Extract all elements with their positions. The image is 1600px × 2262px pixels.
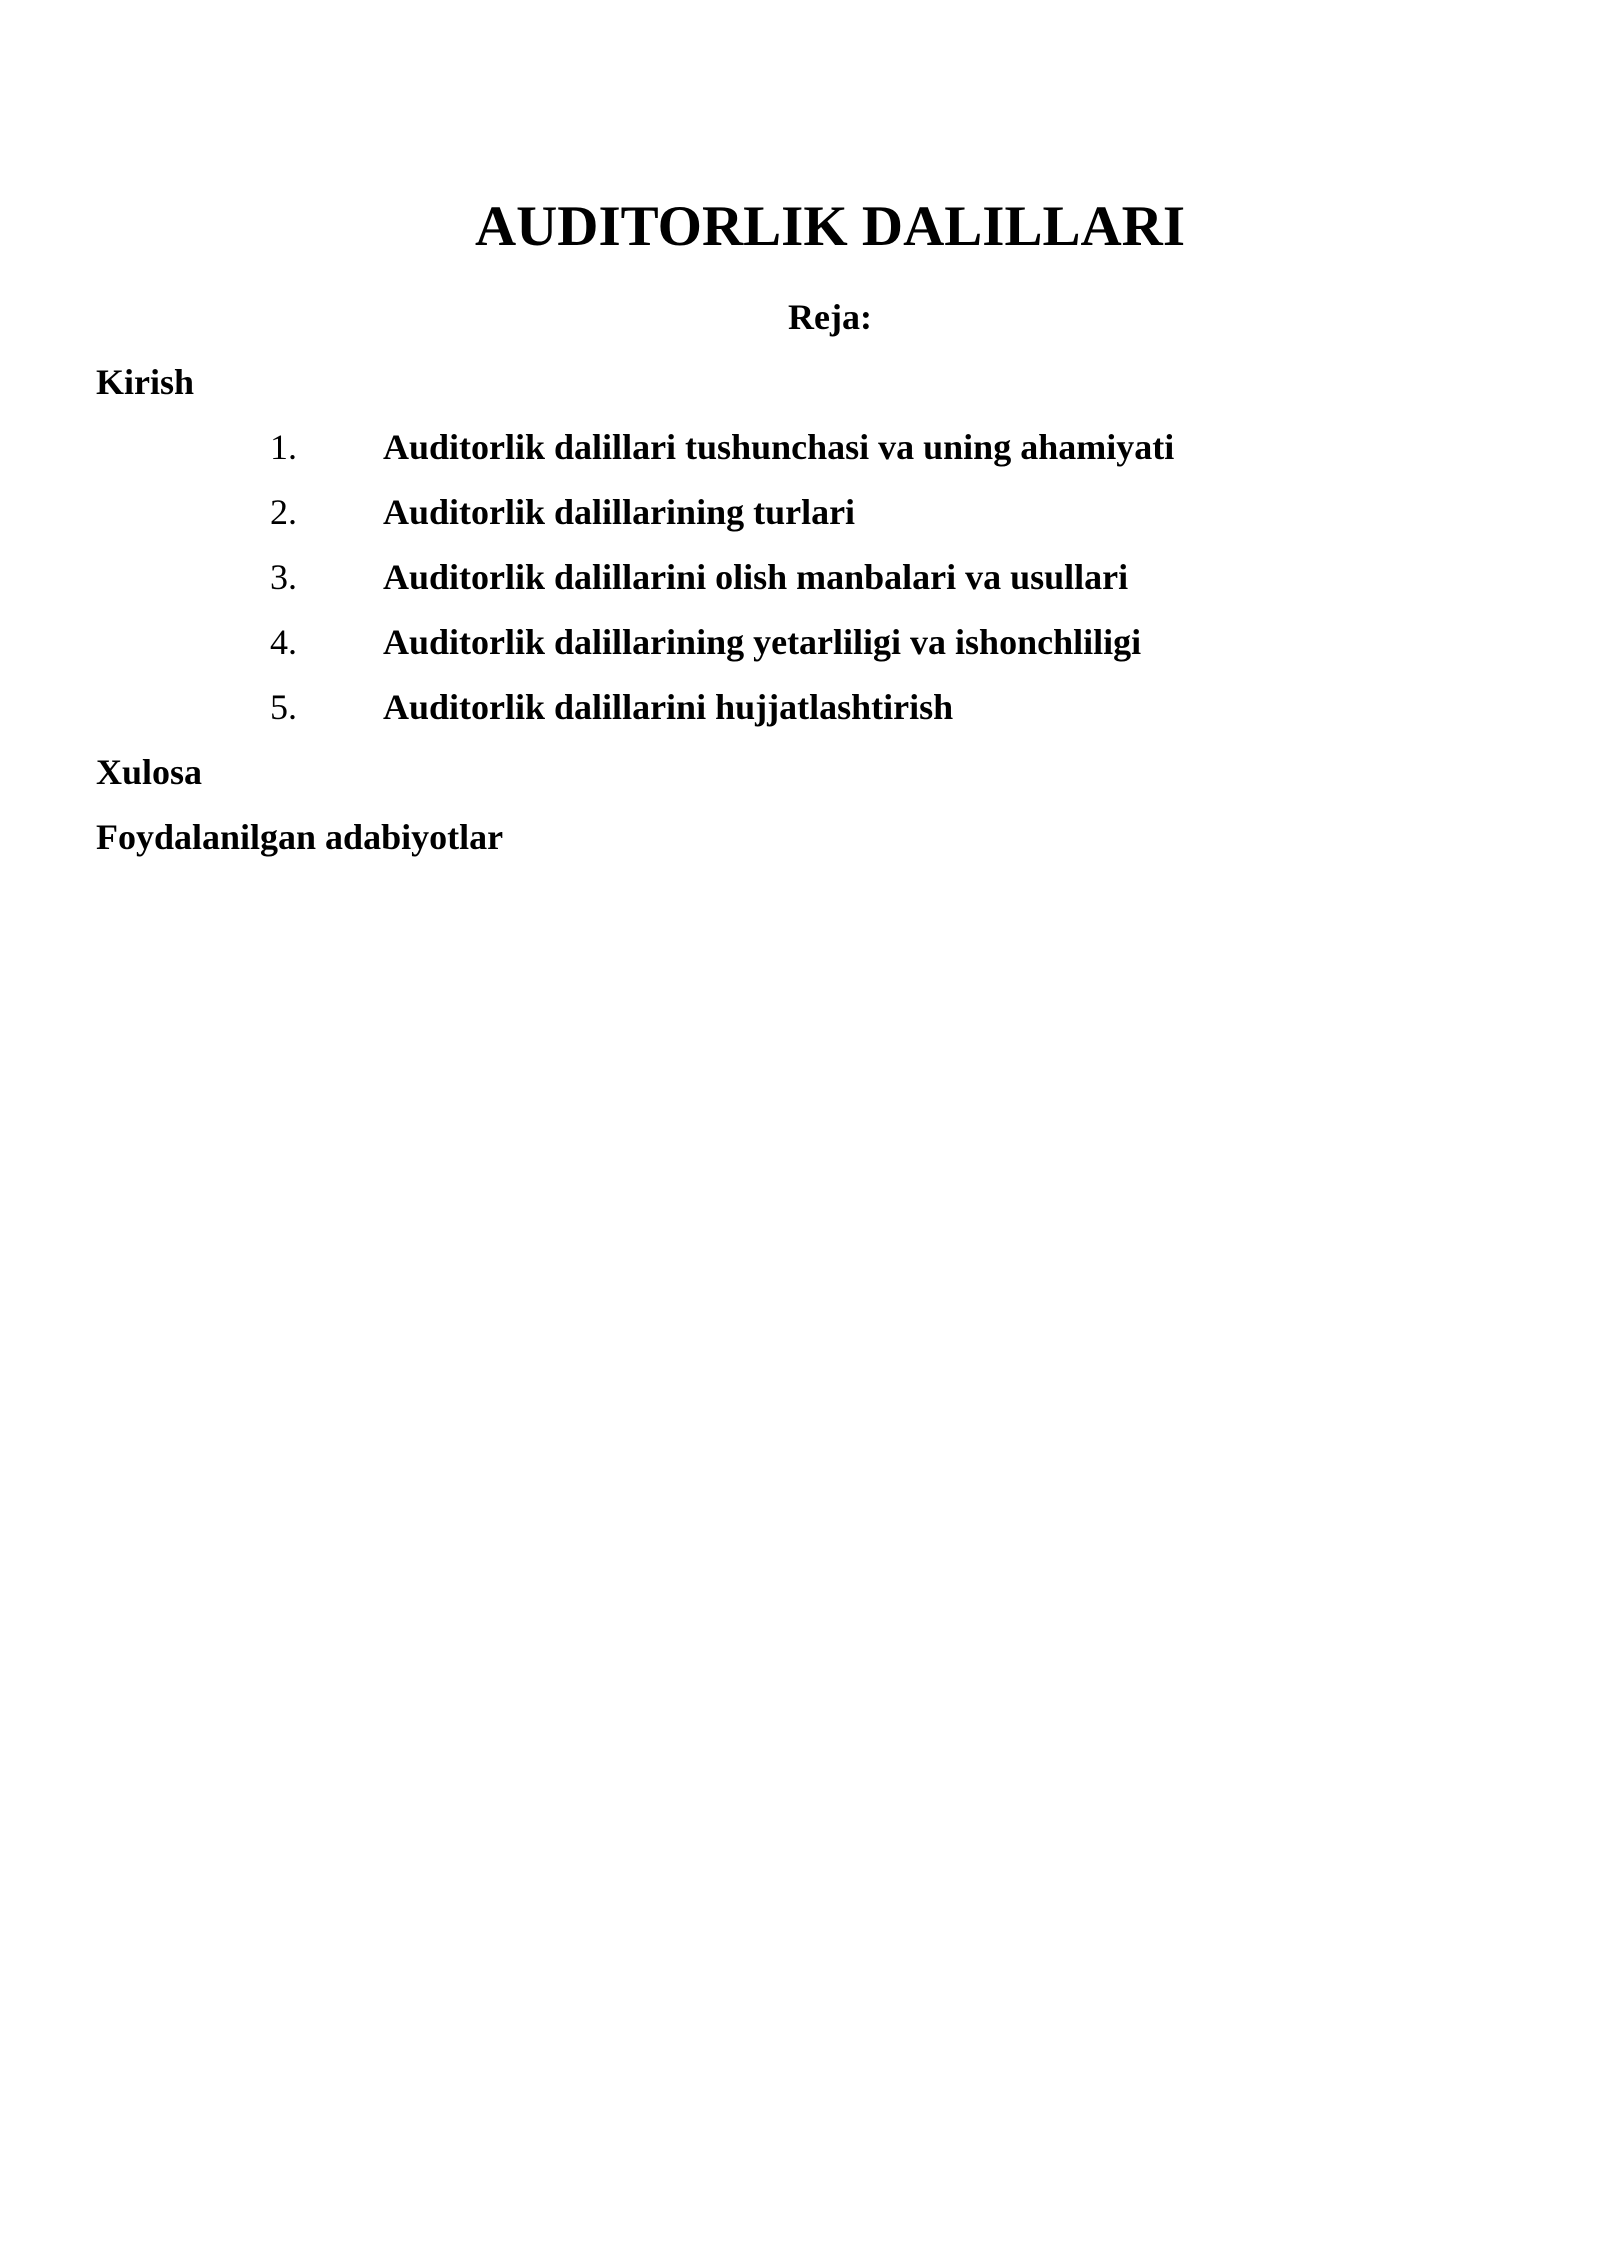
conclusion-heading: Xulosa — [96, 752, 203, 792]
plan-heading: Reja: — [788, 297, 872, 337]
document-title: AUDITORLIK DALILLARI — [474, 195, 1186, 258]
plan-item-number: 5. — [270, 687, 297, 727]
plan-item-number: 1. — [270, 427, 297, 467]
plan-item-text: Auditorlik dalillarini olish manbalari va usullari — [383, 557, 1129, 597]
plan-item-text: Auditorlik dalillarining turlari — [383, 492, 856, 532]
plan-item-number: 2. — [270, 492, 297, 532]
plan-item-text: Auditorlik dalillarini hujjatlashtirish — [383, 687, 954, 727]
plan-item-number: 4. — [270, 622, 297, 662]
plan-item-text: Auditorlik dalillarining yetarliligi va ishonchliligi — [383, 622, 1142, 662]
plan-item-number: 3. — [270, 557, 297, 597]
plan-item-text: Auditorlik dalillari tushunchasi va uning ahamiyati — [383, 427, 1175, 467]
intro-heading: Kirish — [96, 362, 195, 402]
references-heading: Foydalanilgan adabiyotlar — [96, 817, 504, 857]
